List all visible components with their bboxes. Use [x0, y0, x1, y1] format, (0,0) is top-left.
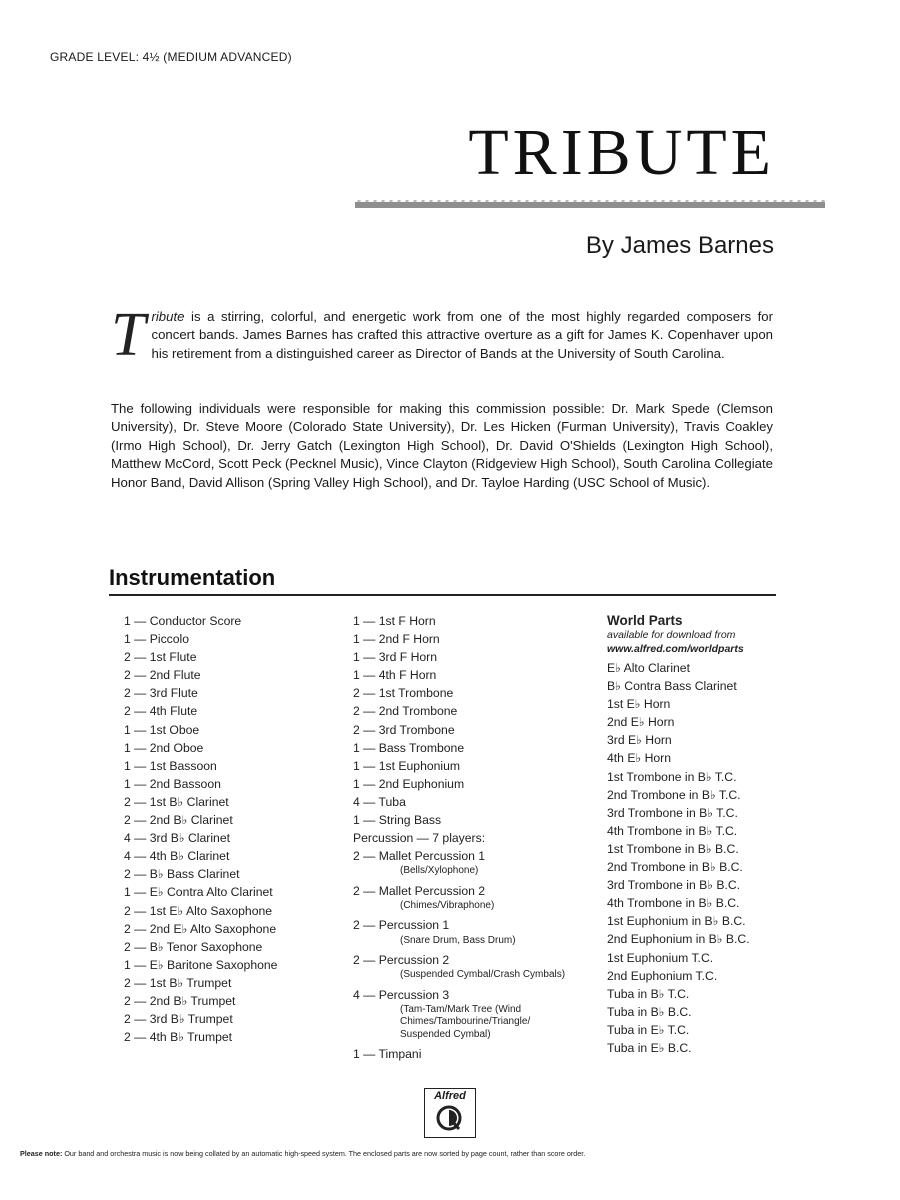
- world-part-item: 1st Euphonium in B♭ B.C.: [607, 914, 746, 929]
- list-item: 2 — 2nd Trombone: [353, 704, 458, 719]
- world-parts-availability: available for download from: [607, 629, 736, 641]
- list-item: 2 — 2nd Flute: [124, 668, 201, 683]
- percussion-item: 2 — Mallet Percussion 2: [353, 883, 486, 898]
- grade-level: GRADE LEVEL: 4½ (MEDIUM ADVANCED): [50, 50, 292, 64]
- world-part-item: Tuba in E♭ T.C.: [607, 1022, 690, 1037]
- page-title: TRIBUTE: [468, 116, 775, 189]
- world-part-item: E♭ Alto Clarinet: [607, 661, 690, 675]
- drop-cap: T: [111, 301, 146, 369]
- world-parts-url[interactable]: www.alfred.com/worldparts: [607, 643, 744, 655]
- world-part-item: 2nd Euphonium T.C.: [607, 968, 718, 983]
- instrument-list-column-1: [124, 612, 277, 1046]
- list-item: 2 — 1st B♭ Clarinet: [124, 794, 229, 809]
- list-item: 2 — 1st Flute: [124, 650, 197, 665]
- list-item: 2 — 1st E♭ Alto Saxophone: [124, 903, 273, 918]
- percussion-item: 2 — Percussion 1: [353, 918, 450, 933]
- list-item: 2 — 1st B♭ Trumpet: [124, 975, 232, 990]
- list-item: 1 — 1st Euphonium: [353, 758, 461, 773]
- instrument-list-column-2: [353, 612, 570, 1063]
- world-part-item: 2nd Trombone in B♭ B.C.: [607, 860, 743, 875]
- list-item: 1 — E♭ Baritone Saxophone: [124, 957, 278, 972]
- alfred-logo: [424, 1088, 476, 1138]
- list-item: 1 — 2nd Bassoon: [124, 776, 221, 791]
- list-item: 1 — 2nd Euphonium: [353, 776, 465, 791]
- percussion-item: 2 — Mallet Percussion 1: [353, 849, 486, 864]
- list-item: 1 — 2nd F Horn: [353, 632, 440, 647]
- world-part-item: 1st Trombone in B♭ B.C.: [607, 841, 739, 856]
- collation-note-text: Our band and orchestra music is now being collated by an automatic high-speed system. The enclosed parts are now sorted by page count, rather than score order.: [62, 1149, 586, 1158]
- percussion-detail: (Tam-Tam/Mark Tree (Wind Chimes/Tambourine/Triangle/ Suspended Cymbal): [400, 1003, 531, 1040]
- list-item: 1 — Conductor Score: [124, 614, 242, 628]
- world-part-item: Tuba in B♭ B.C.: [607, 1004, 692, 1019]
- intro-paragraph: [111, 301, 773, 369]
- list-item: 1 — Timpani: [353, 1047, 422, 1062]
- world-part-item: 3rd E♭ Horn: [607, 733, 672, 748]
- world-part-item: 3rd Trombone in B♭ T.C.: [607, 805, 738, 820]
- world-part-item: 2nd Trombone in B♭ T.C.: [607, 787, 741, 802]
- world-part-item: 3rd Trombone in B♭ B.C.: [607, 878, 741, 893]
- list-item: 4 — Tuba: [353, 794, 406, 809]
- list-item: 2 — B♭ Tenor Saxophone: [124, 939, 263, 954]
- list-item: 2 — 3rd Flute: [124, 686, 198, 701]
- world-parts-column: [607, 612, 807, 1057]
- list-item: 1 — 1st Bassoon: [124, 758, 217, 773]
- list-item: 1 — 3rd F Horn: [353, 650, 437, 665]
- world-part-item: 1st E♭ Horn: [607, 697, 671, 712]
- commission-paragraph: The following individuals were responsible for making this commission possible: Dr. Mark Spede (Clemson University), Dr. Steve Moore (Colorado State University), Dr. Les Hicken (Furman University), Travis Coakley (Irmo High School), Dr. Jerry Gatch (Lexington High School), Dr. David O'Shields (Lexington High School), Matthew McCord, Scott Peck (Pecknel Music), Vince Clayton (Ridgeview High School), South Carolina Collegiate Honor Band, David Allison (Spring Valley High School), and Dr. Tayloe Harding (USC School of Music).: [111, 401, 773, 490]
- world-part-item: Tuba in B♭ T.C.: [607, 986, 690, 1001]
- list-item: 1 — 2nd Oboe: [124, 740, 204, 755]
- list-item: 1 — Bass Trombone: [353, 740, 465, 755]
- list-item: 1 — String Bass: [353, 813, 442, 828]
- percussion-detail: (Chimes/Vibraphone): [400, 899, 495, 911]
- list-item: 2 — 4th B♭ Trumpet: [124, 1030, 233, 1045]
- percussion-item: 4 — Percussion 3: [353, 987, 450, 1002]
- world-part-item: Tuba in E♭ B.C.: [607, 1040, 692, 1055]
- composer-byline: By James Barnes: [585, 232, 774, 259]
- list-item: 2 — B♭ Bass Clarinet: [124, 867, 240, 882]
- world-part-item: 4th Trombone in B♭ B.C.: [607, 896, 740, 911]
- title-divider: [355, 200, 825, 209]
- percussion-heading: Percussion — 7 players:: [353, 831, 486, 846]
- list-item: 2 — 2nd B♭ Trumpet: [124, 993, 236, 1008]
- list-item: 4 — 3rd B♭ Clarinet: [124, 831, 230, 846]
- world-part-item: 2nd E♭ Horn: [607, 715, 675, 730]
- world-part-item: 4th Trombone in B♭ T.C.: [607, 823, 738, 838]
- list-item: 2 — 3rd B♭ Trumpet: [124, 1012, 233, 1027]
- world-part-item: 4th E♭ Horn: [607, 751, 672, 766]
- world-part-item: B♭ Contra Bass Clarinet: [607, 679, 737, 694]
- list-item: 2 — 2nd B♭ Clarinet: [124, 813, 233, 828]
- alfred-q-icon: [435, 1104, 463, 1132]
- percussion-detail: (Bells/Xylophone): [400, 865, 479, 877]
- percussion-detail: (Snare Drum, Bass Drum): [400, 934, 516, 946]
- world-part-item: 1st Euphonium T.C.: [607, 950, 714, 965]
- collation-note: [20, 1149, 880, 1158]
- list-item: 4 — 4th B♭ Clarinet: [124, 849, 230, 864]
- list-item: 2 — 3rd Trombone: [353, 722, 455, 737]
- list-item: 2 — 2nd E♭ Alto Saxophone: [124, 921, 277, 936]
- list-item: 1 — 1st Oboe: [124, 722, 200, 737]
- world-part-item: 1st Trombone in B♭ T.C.: [607, 769, 737, 784]
- list-item: 1 — 1st F Horn: [353, 614, 436, 628]
- alfred-logo-word: Alfred: [434, 1090, 466, 1102]
- world-part-item: 2nd Euphonium in B♭ B.C.: [607, 932, 750, 947]
- percussion-item: 2 — Percussion 2: [353, 953, 450, 967]
- world-parts-title: World Parts: [607, 613, 683, 628]
- collation-note-label: Please note:: [20, 1149, 63, 1158]
- list-item: 1 — Piccolo: [124, 632, 190, 647]
- intro-paragraph-text: is a stirring, colorful, and energetic work from one of the most highly regarded composers for concert bands. James Barnes has crafted this attractive overture as a gift for James K. Copenhaver upon his retirement from a distinguished career as Director of Bands at the University of South Carolina.: [151, 309, 773, 361]
- instrumentation-rule: [109, 594, 776, 596]
- instrumentation-heading: Instrumentation: [109, 565, 276, 590]
- work-title-italic: ribute: [151, 309, 185, 324]
- list-item: 1 — 4th F Horn: [353, 668, 437, 683]
- list-item: 1 — E♭ Contra Alto Clarinet: [124, 885, 273, 900]
- list-item: 2 — 1st Trombone: [353, 686, 454, 701]
- percussion-detail: (Suspended Cymbal/Crash Cymbals): [400, 969, 566, 981]
- list-item: 2 — 4th Flute: [124, 704, 198, 719]
